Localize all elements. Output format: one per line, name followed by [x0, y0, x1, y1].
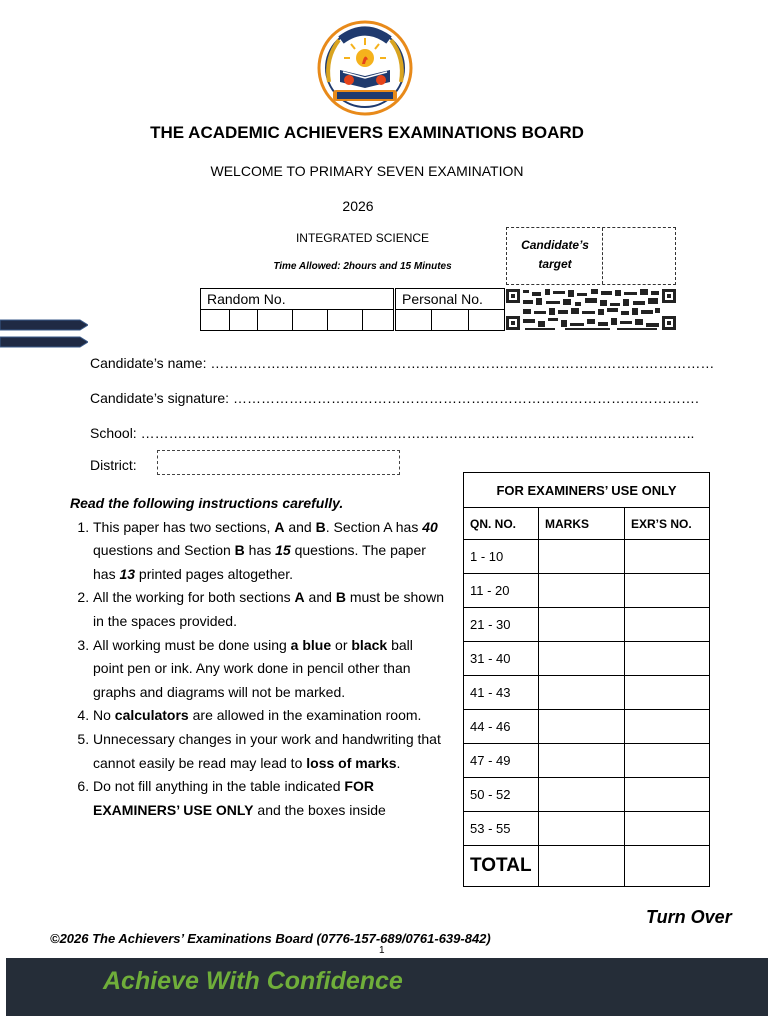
slogan: Achieve With Confidence — [103, 967, 403, 995]
table-row: 41 - 43 — [464, 676, 710, 710]
board-title: THE ACADEMIC ACHIEVERS EXAMINATIONS BOARD — [150, 123, 584, 142]
random-no-cell[interactable] — [229, 310, 258, 331]
barcode-strip — [505, 288, 677, 332]
time-allowed: Time Allowed: 2hours and 15 Minutes — [273, 261, 452, 272]
marks-cell[interactable] — [539, 574, 625, 608]
table-row: 44 - 46 — [464, 710, 710, 744]
table-row: 11 - 20 — [464, 574, 710, 608]
personal-no-cell[interactable] — [468, 310, 504, 331]
random-no-label: Random No. — [201, 289, 395, 310]
random-no-cell[interactable] — [293, 310, 328, 331]
total-row — [464, 846, 710, 887]
candidate-name-field[interactable]: Candidate’s name: ……………………………………………………………………………………………… — [90, 355, 715, 371]
exr-cell[interactable] — [625, 540, 710, 574]
personal-no-cell[interactable] — [395, 310, 432, 331]
random-no-cell[interactable] — [363, 310, 395, 331]
col-exr-no: EXR’S NO. — [625, 508, 710, 540]
col-qn-no: QN. NO. — [464, 508, 539, 540]
marks-cell[interactable] — [539, 676, 625, 710]
marks-cell[interactable] — [539, 710, 625, 744]
exr-cell[interactable] — [625, 676, 710, 710]
candidate-target-label: Candidate’s target — [521, 238, 589, 271]
arrow-marker-icon — [0, 336, 88, 348]
random-no-cell[interactable] — [328, 310, 363, 331]
examiners-table — [463, 472, 710, 887]
turn-over-note: Turn Over — [646, 907, 732, 927]
instructions-heading: Read the following instructions carefully. — [70, 495, 344, 511]
marks-cell[interactable] — [539, 812, 625, 846]
instruction-item: 1. This paper has two sections, A and B. Section A has 40 questions and Section B has 15 questions. The paper has 13 printed pages altogether. — [93, 516, 445, 587]
district-label: District: — [90, 457, 137, 473]
personal-no-cell[interactable] — [432, 310, 468, 331]
exr-cell[interactable] — [625, 608, 710, 642]
marks-cell[interactable] — [539, 540, 625, 574]
instruction-item: 2. All the working for both sections A and B must be shown in the spaces provided. — [93, 586, 445, 633]
welcome-heading: WELCOME TO PRIMARY SEVEN EXAMINATION — [210, 163, 524, 179]
number-table — [200, 288, 505, 331]
marks-cell[interactable] — [539, 608, 625, 642]
exr-cell[interactable] — [625, 710, 710, 744]
exr-cell[interactable] — [625, 778, 710, 812]
table-row: 21 - 30 — [464, 608, 710, 642]
achievers-logo-icon — [315, 18, 415, 118]
marks-cell[interactable] — [539, 642, 625, 676]
page-number: 1 — [379, 945, 385, 956]
total-exr-cell[interactable] — [625, 846, 710, 887]
instruction-item: 4. No calculators are allowed in the examination room. — [93, 704, 445, 728]
personal-no-label: Personal No. — [395, 289, 505, 310]
candidate-signature-field[interactable]: Candidate’s signature: ………………………………………………………………………………………. — [90, 390, 699, 406]
marks-cell[interactable] — [539, 744, 625, 778]
copyright-line: ©2026 The Achievers’ Examinations Board (0776-157-689/0761-639-842) — [50, 931, 491, 946]
exr-cell[interactable] — [625, 642, 710, 676]
total-marks-cell[interactable] — [539, 846, 625, 887]
examiners-table-title: FOR EXAMINERS’ USE ONLY — [464, 473, 710, 508]
table-row: 50 - 52 — [464, 778, 710, 812]
candidate-target-box[interactable] — [506, 227, 676, 285]
subject-name: INTEGRATED SCIENCE — [295, 231, 430, 245]
exr-cell[interactable] — [625, 812, 710, 846]
instruction-item: 3. All working must be done using a blue or black ball point pen or ink. Any work done in pencil other than graphs and diagrams will not be marked. — [93, 634, 445, 705]
random-no-cell[interactable] — [258, 310, 293, 331]
exr-cell[interactable] — [625, 744, 710, 778]
exr-cell[interactable] — [625, 574, 710, 608]
instructions — [70, 492, 445, 822]
random-no-cell[interactable] — [201, 310, 230, 331]
arrow-marker-icon — [0, 319, 88, 331]
table-row: 53 - 55 — [464, 812, 710, 846]
table-row: 1 - 10 — [464, 540, 710, 574]
total-label: TOTAL — [464, 846, 539, 887]
table-row: 47 - 49 — [464, 744, 710, 778]
district-input-box[interactable] — [157, 450, 400, 475]
table-row: 31 - 40 — [464, 642, 710, 676]
col-marks: MARKS — [539, 508, 625, 540]
marks-cell[interactable] — [539, 778, 625, 812]
school-field[interactable]: School: ……………………………………………………………………………………………………….. — [90, 425, 695, 441]
exam-year: 2026 — [342, 198, 374, 214]
instruction-item: 5. Unnecessary changes in your work and handwriting that cannot easily be read may lead to loss of marks. — [93, 728, 445, 775]
instructions-list — [70, 516, 445, 823]
instruction-item: 6. Do not fill anything in the table indicated FOR EXAMINERS’ USE ONLY and the boxes inside — [93, 775, 445, 822]
